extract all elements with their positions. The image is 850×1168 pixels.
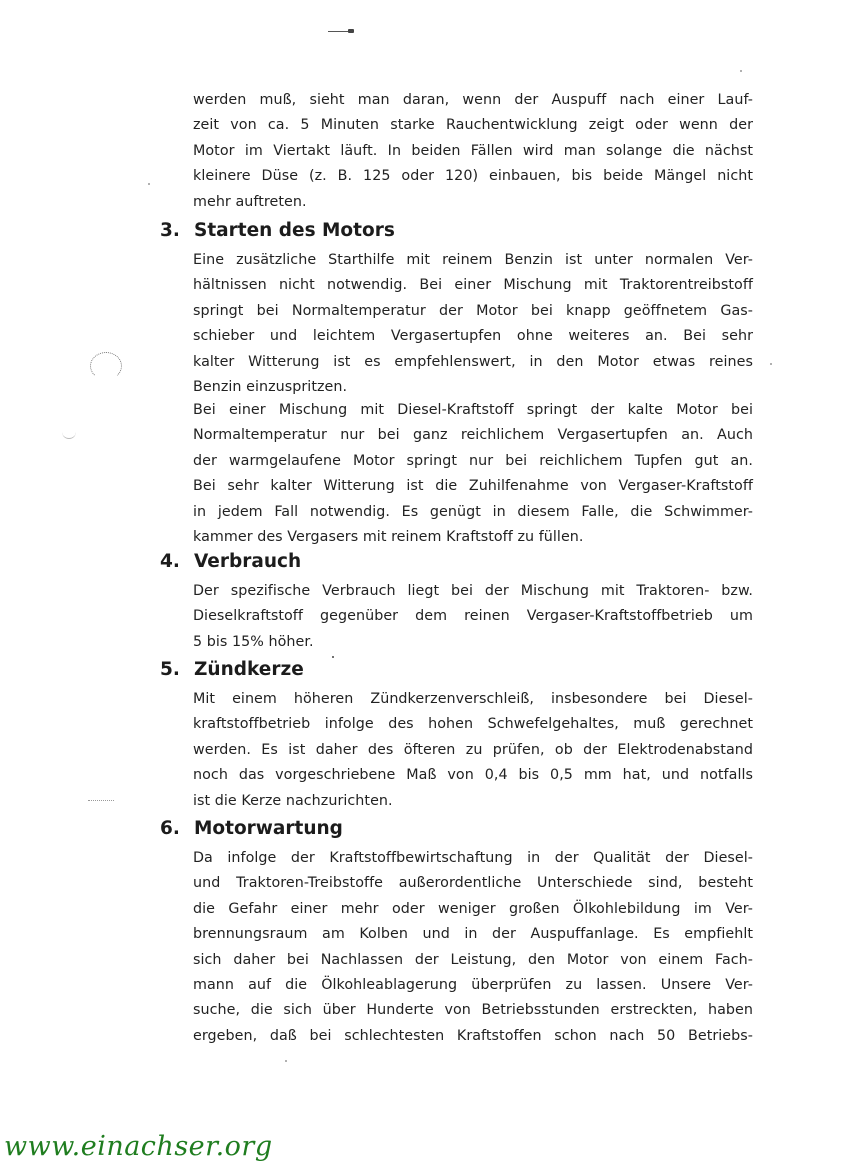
- section-5-paragraph: [193, 687, 753, 814]
- section-3-paragraph-2: [193, 398, 753, 550]
- text-line: zeit von ca. 5 Minuten starke Rauchentwicklung zeigt oder wenn der: [193, 117, 753, 134]
- text-line: hältnissen nicht notwendig. Bei einer Mischung mit Traktorentreibstoff: [193, 277, 753, 294]
- text-line: Da infolge der Kraftstoffbewirtschaftung in der Qualität der Diesel-: [193, 850, 753, 866]
- text-line: kleinere Düse (z. B. 125 oder 120) einbauen, bis beide Mängel nicht: [193, 168, 753, 185]
- text-line: Motor im Viertakt läuft. In beiden Fällen wird man solange die nächst: [193, 142, 753, 159]
- section-heading-verbrauch: [160, 551, 301, 572]
- text-line: die Gefahr einer mehr oder weniger großen Ölkohlebildung im Ver-: [193, 900, 753, 917]
- text-line: Benzin einzuspritzen.: [193, 379, 348, 396]
- text-line: mehr auftreten.: [193, 193, 307, 210]
- text-line: suche, die sich über Hunderte von Betriebsstunden erstreckten, haben: [193, 1002, 753, 1019]
- section-6-paragraph: [193, 846, 753, 1049]
- text-line: 5 bis 15% höher.: [193, 633, 314, 650]
- text-line: brennungsraum am Kolben und in der Auspuffanlage. Es empfiehlt: [193, 926, 753, 943]
- text-line: Dieselkraftstoff gegenüber dem reinen Vergaser-Kraftstoffbetrieb um: [193, 608, 753, 625]
- section-number: 4.: [160, 551, 180, 572]
- punch-hole-mark: [90, 352, 122, 380]
- section-title: Verbrauch: [194, 551, 302, 572]
- text-line: Der spezifische Verbrauch liegt bei der Mischung mit Traktoren- bzw.: [193, 583, 753, 599]
- website-watermark: www.einachser.org: [4, 1131, 273, 1162]
- section-number: 3.: [160, 220, 180, 241]
- text-line: ergeben, daß bei schlechtesten Kraftstoffen schon nach 50 Betriebs-: [193, 1027, 753, 1044]
- text-line: kraftstoffbetrieb infolge des hohen Schwefelgehaltes, muß gerechnet: [193, 716, 753, 733]
- section-3-paragraph-1: [193, 248, 753, 400]
- scan-speck: [332, 656, 334, 658]
- section-heading-starten: [160, 220, 395, 241]
- scan-speck: [148, 183, 150, 185]
- text-line: in jedem Fall notwendig. Es genügt in diesem Falle, die Schwimmer-: [193, 503, 753, 520]
- section-heading-zuendkerze: [160, 659, 304, 680]
- text-line: ist die Kerze nachzurichten.: [193, 792, 393, 809]
- text-line: mann auf die Ölkohleablagerung überprüfen zu lassen. Unsere Ver-: [193, 977, 753, 994]
- section-number: 6.: [160, 818, 180, 839]
- section-heading-motorwartung: [160, 818, 343, 839]
- section-title: Zündkerze: [194, 659, 304, 680]
- text-line: Eine zusätzliche Starthilfe mit reinem Benzin ist unter normalen Ver-: [193, 252, 753, 268]
- text-line: Normaltemperatur nur bei ganz reichlichem Vergasertupfen an. Auch: [193, 427, 753, 444]
- text-line: noch das vorgeschriebene Maß von 0,4 bis 0,5 mm hat, und notfalls: [193, 767, 753, 784]
- section-title: Motorwartung: [194, 818, 343, 839]
- text-line: kammer des Vergasers mit reinem Kraftstoff zu füllen.: [193, 529, 584, 546]
- text-line: der warmgelaufene Motor springt nur bei reichlichem Tupfen gut an.: [193, 452, 753, 469]
- text-line: springt bei Normaltemperatur der Motor bei knapp geöffnetem Gas-: [193, 302, 753, 319]
- section-4-paragraph: [193, 579, 753, 655]
- text-line: kalter Witterung ist es empfehlenswert, in den Motor etwas reines: [193, 353, 753, 370]
- page-edge-mark: [62, 430, 76, 439]
- text-line: werden muß, sieht man daran, wenn der Auspuff nach einer Lauf-: [193, 92, 753, 108]
- text-line: Bei einer Mischung mit Diesel-Kraftstoff springt der kalte Motor bei: [193, 402, 753, 418]
- text-line: werden. Es ist daher des öfteren zu prüfen, ob der Elektrodenabstand: [193, 741, 753, 758]
- text-line: und Traktoren-Treibstoffe außerordentliche Unterschiede sind, besteht: [193, 875, 753, 892]
- text-line: schieber und leichtem Vergasertupfen ohne weiteres an. Bei sehr: [193, 328, 753, 345]
- page-mark-icon: [328, 28, 356, 34]
- scan-speck: [770, 363, 772, 365]
- section-title: Starten des Motors: [194, 220, 395, 241]
- section-number: 5.: [160, 659, 180, 680]
- scan-speck: [285, 1060, 287, 1062]
- scan-speck: [740, 70, 742, 72]
- text-line: sich daher bei Nachlassen der Leistung, den Motor von einem Fach-: [193, 951, 753, 968]
- text-line: Bei sehr kalter Witterung ist die Zuhilfenahme von Vergaser-Kraftstoff: [193, 478, 753, 495]
- punch-hole-mark-lower: [88, 800, 114, 821]
- intro-paragraph: [193, 88, 753, 215]
- text-line: Mit einem höheren Zündkerzenverschleiß, insbesondere bei Diesel-: [193, 691, 753, 707]
